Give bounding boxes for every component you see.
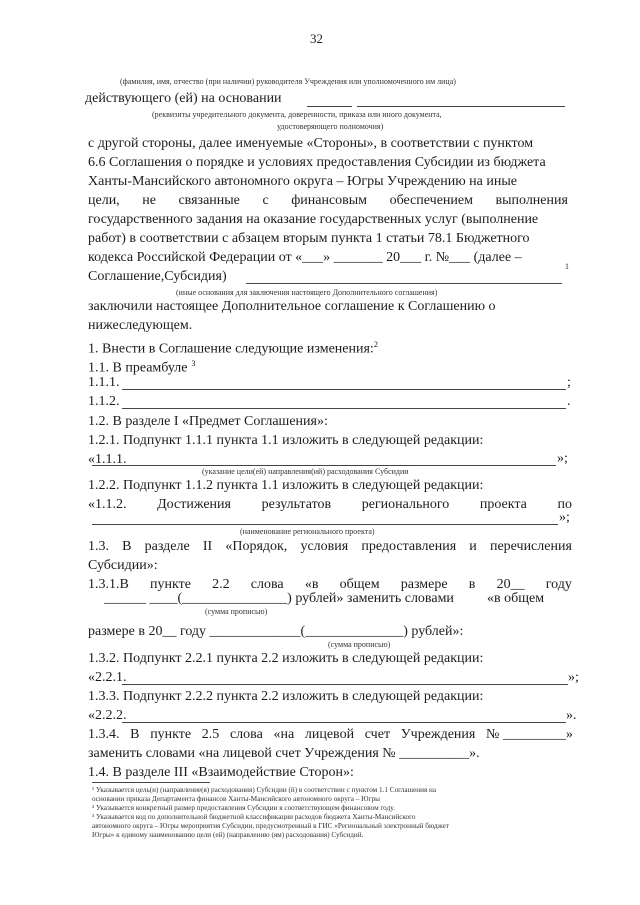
section-1-3-2-quote: «2.2.1. (88, 670, 127, 685)
section-1-3-1-line-2: ______ ____(_______________) рублей» заменить словами (104, 591, 454, 606)
blank-line (307, 106, 352, 107)
caption-proekt: (наименование регионального проекта) (240, 527, 375, 536)
para-2-line-1: заключили настоящее Дополнительное соглашение к Соглашению о (88, 299, 496, 314)
para-1-line-3: Ханты-Мансийского автономного округа – Югры Учреждению на иные (88, 174, 517, 189)
section-1-3-1-line-1: 1.3.1.В пункте 2.2 слова «в общем размере в 20__ году (88, 577, 572, 592)
caption-summa-2: (сумма прописью) (328, 640, 391, 649)
caption-fio: (фамилия, имя, отчество (при наличии) руководителя Учреждения или уполномоченного им лица) (120, 77, 456, 86)
blank-line (246, 283, 562, 284)
section-1: 1. Внести в Соглашение следующие изменения:$^2$ (88, 340, 378, 357)
section-1-3-4-line-1: 1.3.4. В пункте 2.5 слова «на лицевой счет Учреждения № _________» (88, 727, 573, 742)
footnote-separator (92, 782, 210, 783)
para-1-line-6: работ) в соответствии с абзацем вторым пункта 1 статьи 78.1 Бюджетного (88, 231, 530, 246)
section-1-1-2: 1.1.2. (88, 394, 120, 409)
blank-line (122, 389, 566, 390)
section-1-2-2: 1.2.2. Подпункт 1.1.2 пункта 1.1 изложить в следующей редакции: (88, 478, 484, 493)
footnote-3-line-2: автономного округа – Югры мероприятия Субсидии, предусмотренный в ГИС «Региональный электронный бюджет (92, 822, 449, 830)
section-1-2: 1.2. В разделе I «Предмет Соглашения»: (88, 414, 328, 429)
footnote-1-line-1: ¹ Указывается цель(и) (направление(я) расходования) Субсидии (й) в соответствии с пунктом 1.1 Соглашения на (92, 786, 437, 794)
page-number: 32 (310, 31, 323, 46)
section-1-3-line-2: Субсидии»: (88, 558, 158, 573)
blank-line (122, 408, 566, 409)
text-deystv: действующего (ей) на основании (85, 91, 282, 106)
para-1-line-4: цели, не связанные с финансовым обеспечением выполнения (88, 193, 568, 208)
section-1-3-1-line-2b: «в общем (487, 591, 545, 606)
section-1-3-line-1: 1.3. В разделе II «Порядок, условия предоставления и перечисления (88, 539, 572, 554)
caption-rekv-1: (реквизиты учредительного документа, доверенности, приказа или иного документа, (152, 110, 442, 119)
section-1-2-2-text: «1.1.2. Достижения результатов регионального проекта по (88, 497, 572, 512)
section-1-2-1: 1.2.1. Подпункт 1.1.1 пункта 1.1 изложить в следующей редакции: (88, 433, 484, 448)
caption-summa-1: (сумма прописью) (205, 607, 268, 616)
para-2-line-2: нижеследующем. (88, 318, 193, 333)
section-1-3-3-quote: «2.2.2. (88, 708, 127, 723)
caption-rekv-2: удостоверяющего полномочия) (277, 122, 384, 131)
blank-line (357, 106, 565, 107)
section-1-4: 1.4. В разделе III «Взаимодействие Сторон»: (88, 765, 354, 780)
para-1-line-1: с другой стороны, далее именуемые «Стороны», в соответствии с пунктом (88, 136, 534, 151)
blank-line (122, 684, 568, 685)
blank-line (92, 465, 556, 466)
caption-osnov: (иные основания для заключения настоящего Дополнительного соглашения) (176, 288, 438, 297)
section-1-3-4-line-2: заменить словами «на лицевой счет Учреждения № __________». (88, 746, 480, 761)
para-1-line-5: государственного задания на оказание государственных услуг (выполнение (88, 212, 539, 227)
para-1-line-8: Соглашение,Субсидия) (88, 269, 227, 284)
section-1-3-2: 1.3.2. Подпункт 2.2.1 пункта 2.2 изложить в следующей редакции: (88, 651, 484, 666)
footnote-ref-1: 1 (565, 262, 569, 271)
footnote-3-line-3: Югры» к единому наименованию цели (ей) (направлению (ям) расходования) Субсидий. (92, 831, 364, 839)
caption-cel: (указание цели(ей) направления(ий) расходования Субсидии (202, 467, 409, 476)
blank-line (92, 524, 558, 525)
section-1-1-1: 1.1.1. (88, 375, 120, 390)
footnote-1-line-2: основании приказа Департамента финансов Ханты-Мансийского автономного округа – Югры (92, 795, 380, 803)
section-1-3-3: 1.3.3. Подпункт 2.2.2 пункта 2.2 изложить в следующей редакции: (88, 689, 484, 704)
section-1-3-1-line-3: размере в 20__ году _____________(______________) рублей»: (88, 624, 464, 639)
section-1-1: 1.1. В преамбуле $^3$ (88, 359, 196, 376)
para-1-line-2: 6.6 Соглашения о порядке и условиях предоставления Субсидии из бюджета (88, 155, 546, 170)
para-1-line-7: кодекса Российской Федерации от «___» _______ 20___ г. №___ (далее – (88, 250, 522, 265)
footnote-2: ² Указывается конкретный размер предоставления Субсидии в соответствующем финансовом году. (92, 804, 395, 812)
footnote-3-line-1: ³ Указывается код по дополнительной бюджетной классификации расходов бюджета Ханты-Мансийского (92, 813, 416, 821)
section-1-2-1-quote: «1.1.1. (88, 452, 127, 467)
blank-line (122, 722, 566, 723)
